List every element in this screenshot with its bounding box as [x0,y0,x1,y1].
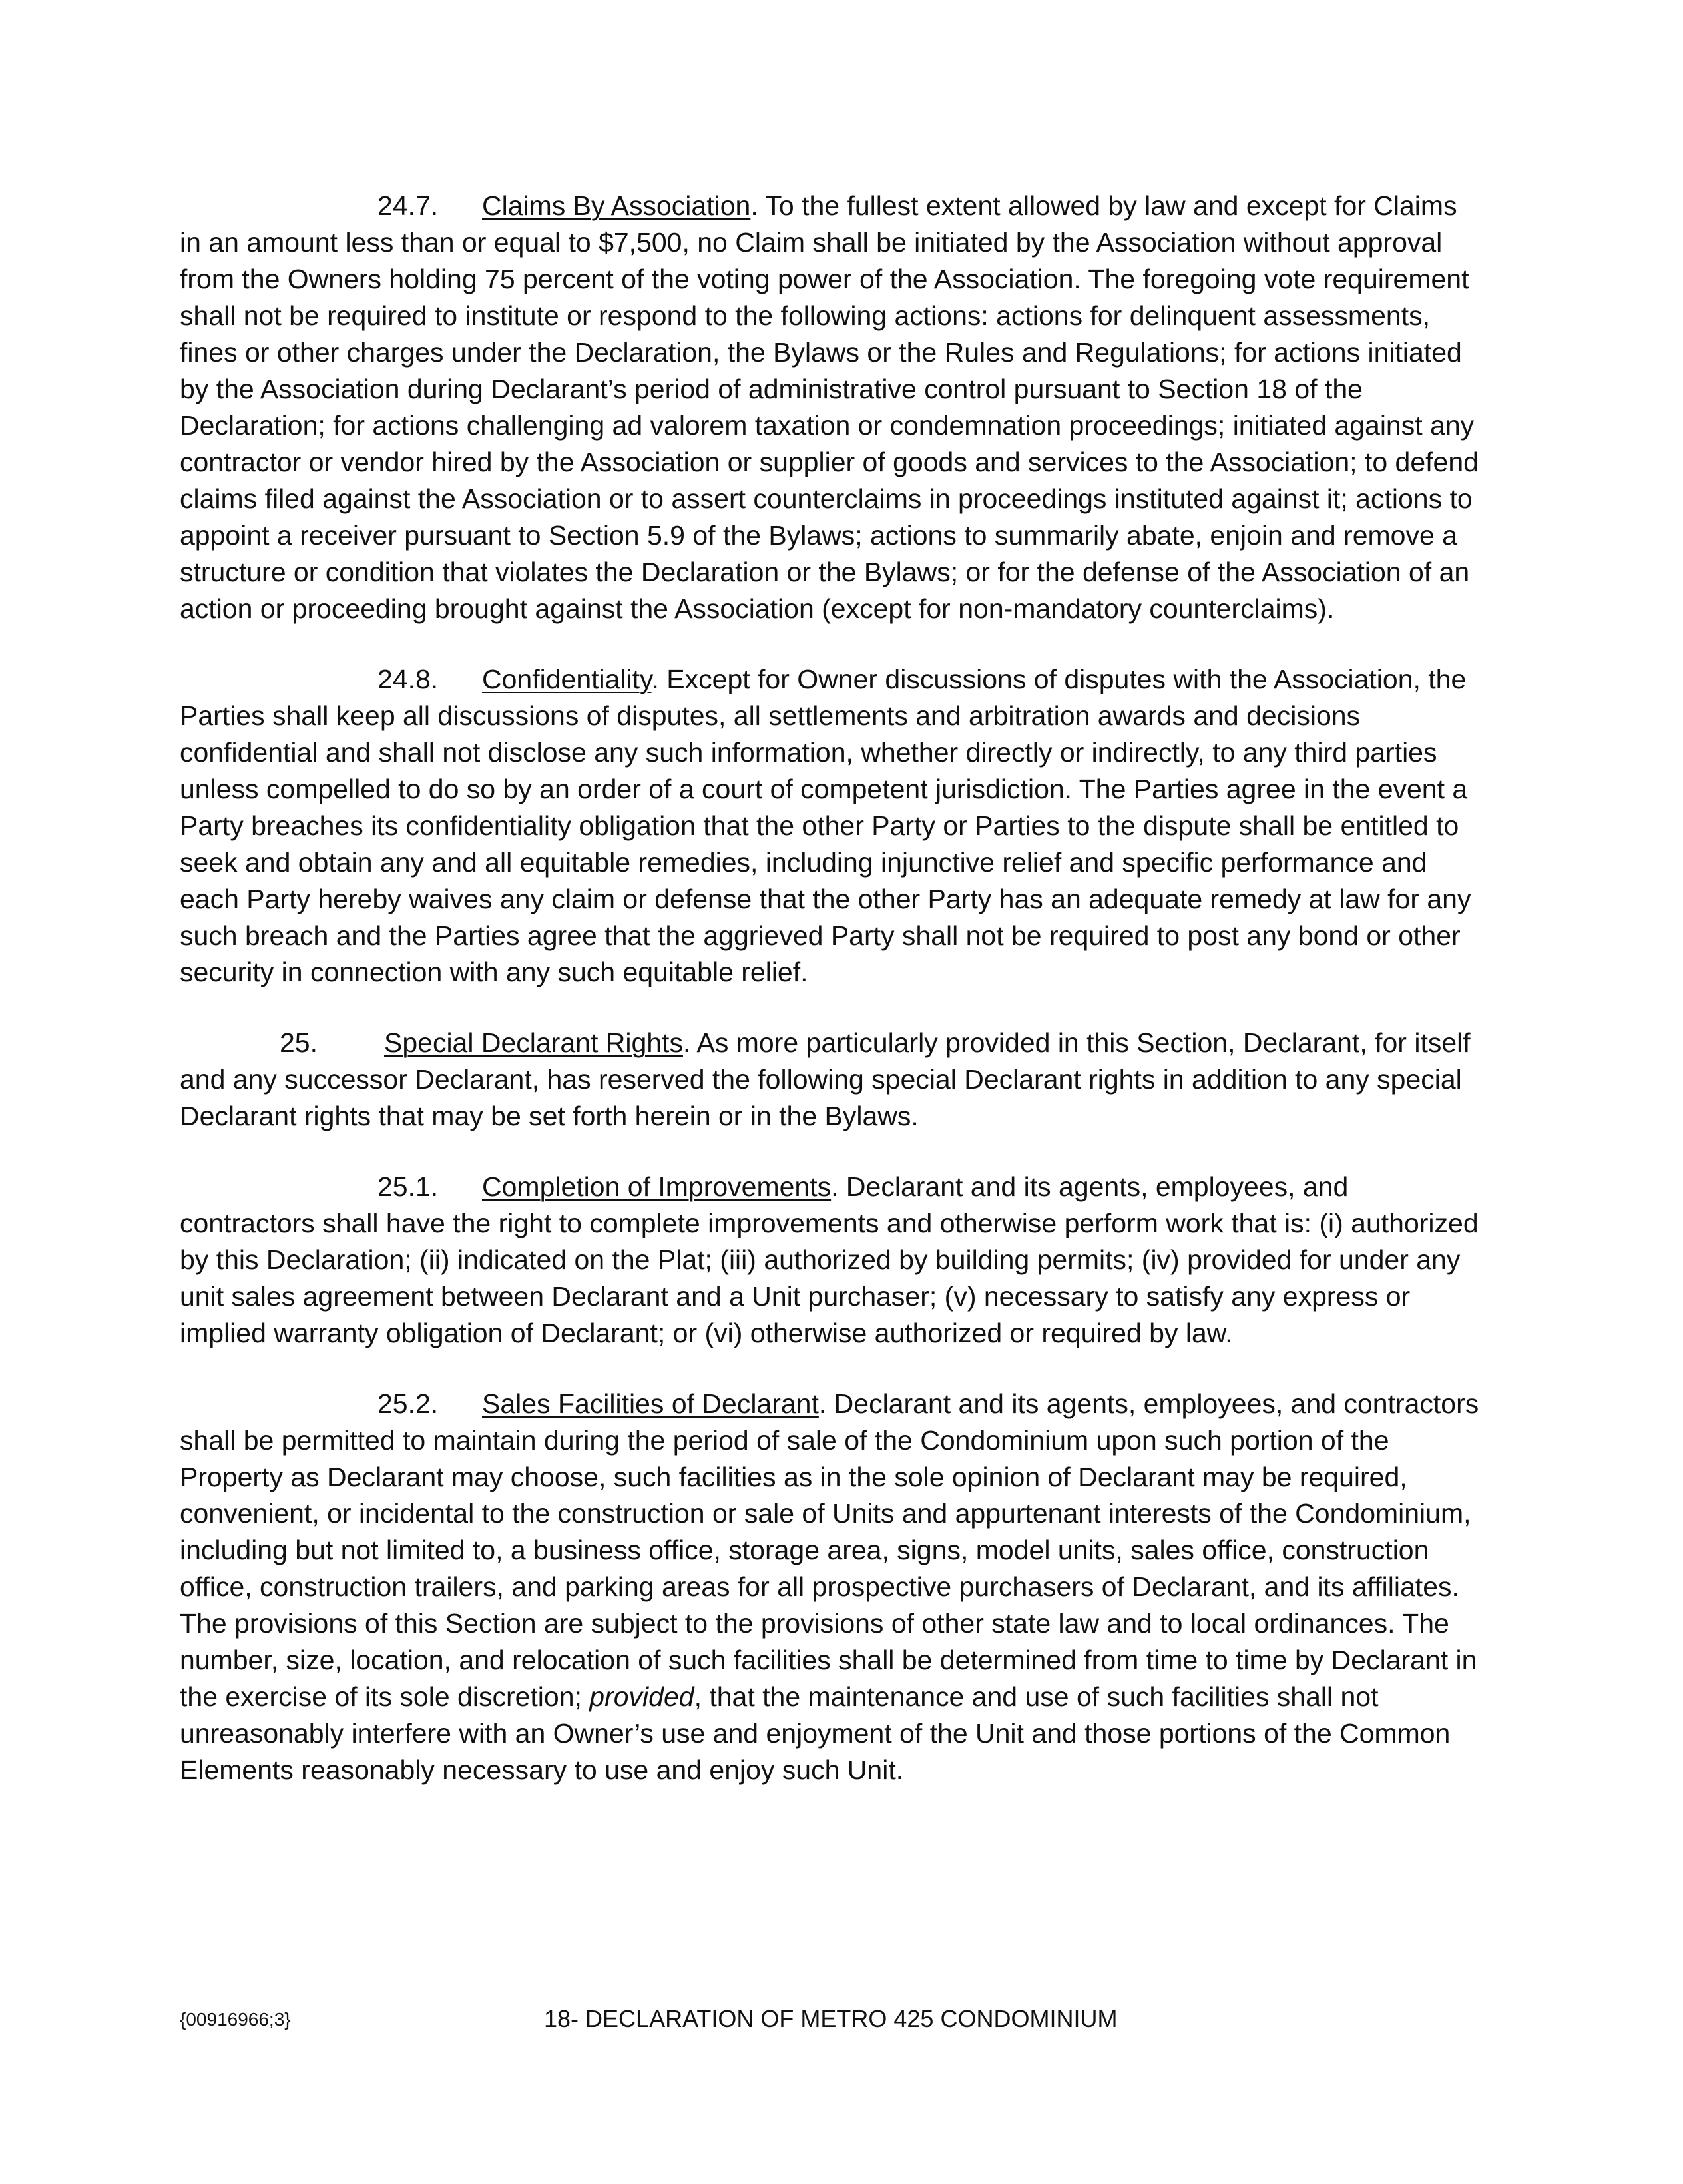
section-body: To the fullest extent allowed by law and except for Claims in an amount less than or equal to $7,500, no Claim shall be initiated by the Association without approval from the Owners holding 75 percent of the voting power of the Association. The foregoing vote requirement shall not be required to institute or respond to the following actions: actions for delinquent assessments, fines or other charges under the Declaration, the Bylaws or the Rules and Regulations; for actions initiated by the Association during Declarant’s period of administrative control pursuant to Section 18 of the Declaration; for actions challenging ad valorem taxation or condemnation proceedings; initiated against any contractor or vendor hired by the Association or supplier of goods and services to the Association; to defend claims filed against the Association or to assert counterclaims in proceedings instituted against it; actions to appoint a receiver pursuant to Section 5.9 of the Bylaws; actions to summarily abate, enjoin and remove a structure or condition that violates the Declaration or the Bylaws; or for the defense of the Association of an action or proceeding brought against the Association (except for non-mandatory counterclaims). [180,190,1479,624]
section-25-1: 25.1. Completion of Improvements. Declarant and its agents, employees, and contractors shall have the right to complete improvements and otherwise perform work that is: (i) authorized by this Declaration; (ii) indicated on the Plat; (iii) authorized by building permits; (iv) provided for under any unit sales agreement between Declarant and a Unit purchaser; (v) necessary to satisfy any express or implied warranty obligation of Declarant; or (vi) otherwise authorized or required by law. [180,1169,1485,1352]
section-24-7: 24.7. Claims By Association. To the fullest extent allowed by law and except for Claims in an amount less than or equal to $7,500, no Claim shall be initiated by the Association without approval from the Owners holding 75 percent of the voting power of the Association. The foregoing vote requirement shall not be required to institute or respond to the following actions: actions for delinquent assessments, fines or other charges under the Declaration, the Bylaws or the Rules and Regulations; for actions initiated by the Association during Declarant’s period of administrative control pursuant to Section 18 of the Declaration; for actions challenging ad valorem taxation or condemnation proceedings; initiated against any contractor or vendor hired by the Association or supplier of goods and services to the Association; to defend claims filed against the Association or to assert counterclaims in proceedings instituted against it; actions to appoint a receiver pursuant to Section 5.9 of the Bylaws; actions to summarily abate, enjoin and remove a structure or condition that violates the Declaration or the Bylaws; or for the defense of the Association of an action or proceeding brought against the Association (except for non-mandatory counterclaims). [180,188,1485,627]
section-body: As more particularly provided in this Section, Declarant, for itself and any successor Declarant, has reserved the following special Declarant rights in addition to any special Declarant rights that may be set forth herein or in the Bylaws. [180,1027,1471,1131]
section-number: 25.1. [377,1171,439,1202]
section-heading: Claims By Association [482,190,751,221]
section-body: Declarant and its agents, employees, and contractors shall be permitted to maintain during the period of sale of the Condominium upon such portion of the Property as Declarant may choose, such facilities as in the sole opinion of Declarant may be required, convenient, or incidental to the construction or sale of Units and appurtenant interests of the Condominium, including but not limited to, a business office, storage area, signs, model units, sales office, construction office, construction trailers, and parking areas for all prospective purchasers of Declarant, and its affiliates. The provisions of this Section are subject to the provisions of other state law and to local ordinances. The number, size, location, and relocation of such facilities shall be determined from time to time by Declarant in the exercise of its sole discretion; [180,1388,1479,1712]
section-number: 25.2. [377,1388,439,1419]
section-number: 24.8. [377,664,439,694]
section-heading: Completion of Improvements [482,1171,832,1202]
document-page [180,188,1485,1822]
section-body: Except for Owner discussions of disputes with the Association, the Parties shall keep all discussions of disputes, all settlements and arbitration awards and decisions confidential and shall not disclose any such information, whether directly or indirectly, to any third parties unless compelled to do so by an order of a court of competent jurisdiction. The Parties agree in the event a Party breaches its confidentiality obligation that the other Party or Parties to the dispute shall be entitled to seek and obtain any and all equitable remedies, including injunctive relief and specific performance and each Party hereby waives any claim or defense that the other Party has an adequate remedy at law for any such breach and the Parties agree that the aggrieved Party shall not be required to post any bond or other security in connection with any such equitable relief. [180,664,1471,987]
section-24-8: 24.8. Confidentiality. Except for Owner discussions of disputes with the Association, the Parties shall keep all discussions of disputes, all settlements and arbitration awards and decisions confidential and shall not disclose any such information, whether directly or indirectly, to any third parties unless compelled to do so by an order of a court of competent jurisdiction. The Parties agree in the event a Party breaches its confidentiality obligation that the other Party or Parties to the dispute shall be entitled to seek and obtain any and all equitable remedies, including injunctive relief and specific performance and each Party hereby waives any claim or defense that the other Party has an adequate remedy at law for any such breach and the Parties agree that the aggrieved Party shall not be required to post any bond or other security in connection with any such equitable relief. [180,661,1485,991]
emphasis-text: provided [589,1681,694,1712]
document-id: {00916966;3} [180,2009,291,2030]
section-heading: Sales Facilities of Declarant [482,1388,819,1419]
section-number: 25. [280,1027,318,1058]
section-25: 25. Special Declarant Rights. As more particularly provided in this Section, Declarant, for itself and any successor Declarant, has reserved the following special Declarant rights in addition to any special Declarant rights that may be set forth herein or in the Bylaws. [180,1025,1485,1135]
section-25-2: 25.2. Sales Facilities of Declarant. Declarant and its agents, employees, and contractors shall be permitted to maintain during the period of sale of the Condominium upon such portion of the Property as Declarant may choose, such facilities as in the sole opinion of Declarant may be required, convenient, or incidental to the construction or sale of Units and appurtenant interests of the Condominium, including but not limited to, a business office, storage area, signs, model units, sales office, construction office, construction trailers, and parking areas for all prospective purchasers of Declarant, and its affiliates. The provisions of this Section are subject to the provisions of other state law and to local ordinances. The number, size, location, and relocation of such facilities shall be determined from time to time by Declarant in the exercise of its sole discretion; provided, that the maintenance and use of such facilities shall not unreasonably interfere with an Owner’s use and enjoyment of the Unit and those portions of the Common Elements reasonably necessary to use and enjoy such Unit. [180,1386,1485,1788]
section-number: 24.7. [377,190,439,221]
section-body-continued: , that the maintenance and use of such facilities shall not unreasonably interfere with an Owner’s use and enjoyment of the Unit and those portions of the Common Elements reasonably necessary to use and enjoy such Unit. [180,1681,1451,1785]
page-label: 18- DECLARATION OF METRO 425 CONDOMINIUM [544,2005,1118,2032]
section-body: Declarant and its agents, employees, and contractors shall have the right to complete improvements and otherwise perform work that is: (i) authorized by this Declaration; (ii) indicated on the Plat; (iii) authorized by building permits; (iv) provided for under any unit sales agreement between Declarant and a Unit purchaser; (v) necessary to satisfy any express or implied warranty obligation of Declarant; or (vi) otherwise authorized or required by law. [180,1171,1479,1348]
section-heading: Special Declarant Rights [384,1027,683,1058]
section-heading: Confidentiality [482,664,652,694]
